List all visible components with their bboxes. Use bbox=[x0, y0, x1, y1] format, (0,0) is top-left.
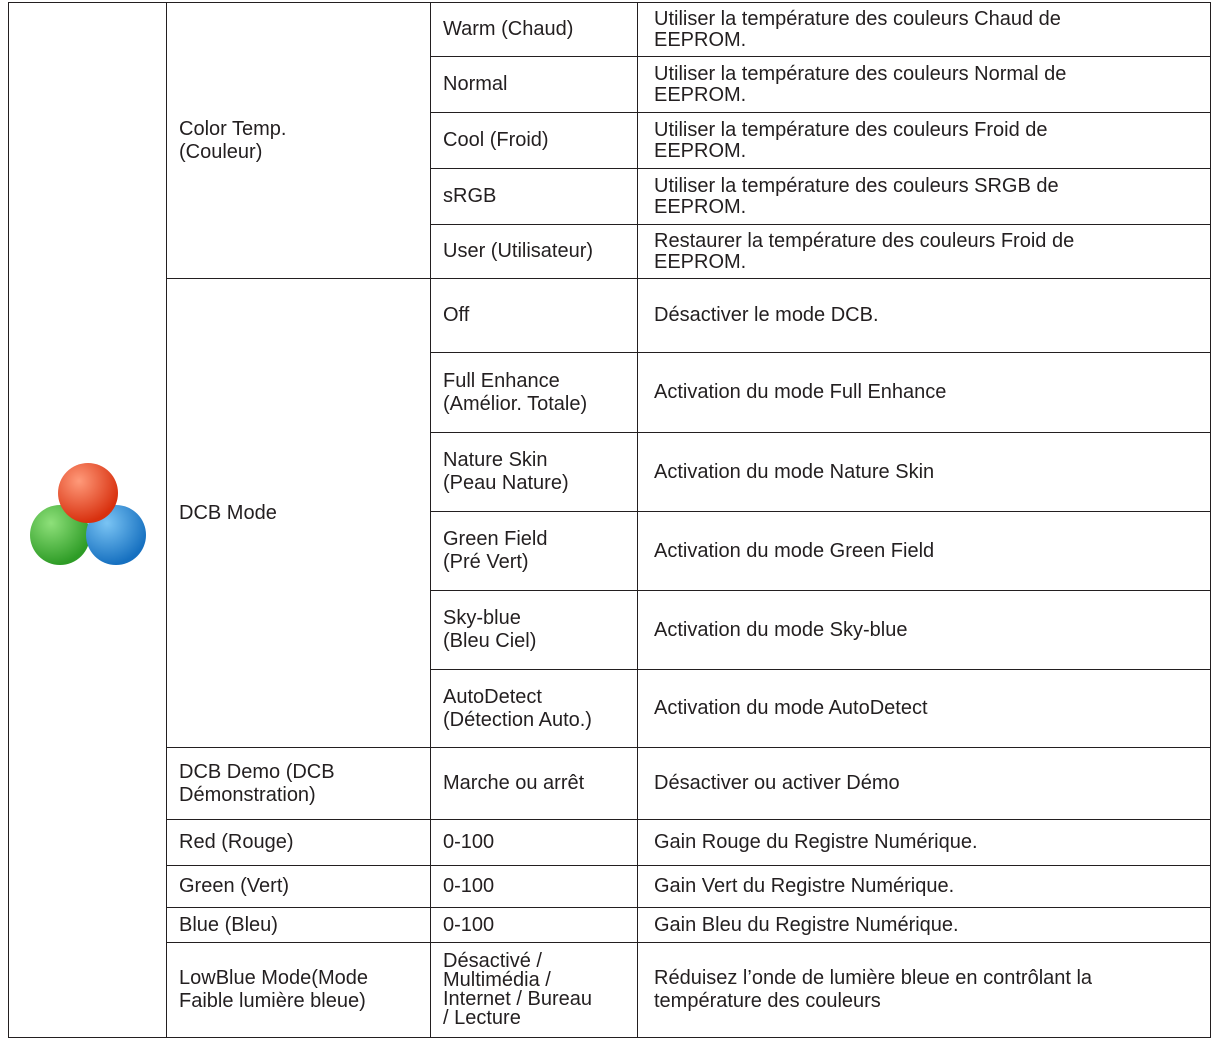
color-temp-desc-user: Restaurer la température des couleurs Froid de EEPROM. bbox=[638, 225, 1211, 279]
dcb-mode-option-nature-skin: Nature Skin (Peau Nature) bbox=[431, 433, 638, 512]
color-temp-desc-warm: Utiliser la température des couleurs Chaud de EEPROM. bbox=[638, 3, 1211, 57]
dcb-mode-option-autodetect: AutoDetect (Détection Auto.) bbox=[431, 670, 638, 748]
red-label: Red (Rouge) bbox=[167, 820, 431, 866]
green-value: 0-100 bbox=[431, 866, 638, 908]
color-temp-option-cool: Cool (Froid) bbox=[431, 113, 638, 169]
table-row bbox=[9, 820, 1211, 866]
table-row bbox=[9, 908, 1211, 943]
dcb-mode-option-full-enhance: Full Enhance (Amélior. Totale) bbox=[431, 353, 638, 433]
dcb-mode-option-green-field: Green Field (Pré Vert) bbox=[431, 512, 638, 591]
table-row bbox=[9, 3, 1211, 57]
color-temp-option-warm: Warm (Chaud) bbox=[431, 3, 638, 57]
dcb-mode-desc-green-field: Activation du mode Green Field bbox=[638, 512, 1211, 591]
color-temp-label: Color Temp. (Couleur) bbox=[167, 3, 431, 279]
lowblue-value: Désactivé / Multimédia / Internet / Bureau / Lecture bbox=[431, 943, 638, 1038]
dcb-mode-desc-off: Désactiver le mode DCB. bbox=[638, 279, 1211, 353]
dcb-mode-desc-sky-blue: Activation du mode Sky-blue bbox=[638, 591, 1211, 670]
dcb-mode-option-off: Off bbox=[431, 279, 638, 353]
icon-cell bbox=[9, 3, 167, 1038]
table-row bbox=[9, 943, 1211, 1038]
dcb-mode-desc-nature-skin: Activation du mode Nature Skin bbox=[638, 433, 1211, 512]
table-row bbox=[9, 279, 1211, 353]
dcb-demo-label: DCB Demo (DCB Démonstration) bbox=[167, 748, 431, 820]
dcb-mode-desc-autodetect: Activation du mode AutoDetect bbox=[638, 670, 1211, 748]
color-temp-option-normal: Normal bbox=[431, 57, 638, 113]
green-desc: Gain Vert du Registre Numérique. bbox=[638, 866, 1211, 908]
rgb-color-icon bbox=[28, 457, 148, 577]
red-value: 0-100 bbox=[431, 820, 638, 866]
red-circle bbox=[58, 463, 118, 523]
dcb-demo-desc: Désactiver ou activer Démo bbox=[638, 748, 1211, 820]
blue-desc: Gain Bleu du Registre Numérique. bbox=[638, 908, 1211, 943]
dcb-mode-desc-full-enhance: Activation du mode Full Enhance bbox=[638, 353, 1211, 433]
table-row bbox=[9, 866, 1211, 908]
settings-table bbox=[8, 2, 1211, 1038]
color-temp-desc-normal: Utiliser la température des couleurs Normal de EEPROM. bbox=[638, 57, 1211, 113]
red-desc: Gain Rouge du Registre Numérique. bbox=[638, 820, 1211, 866]
dcb-demo-value: Marche ou arrêt bbox=[431, 748, 638, 820]
color-temp-option-user: User (Utilisateur) bbox=[431, 225, 638, 279]
dcb-mode-option-sky-blue: Sky-blue (Bleu Ciel) bbox=[431, 591, 638, 670]
color-temp-desc-srgb: Utiliser la température des couleurs SRGB de EEPROM. bbox=[638, 169, 1211, 225]
lowblue-label: LowBlue Mode(Mode Faible lumière bleue) bbox=[167, 943, 431, 1038]
table-row bbox=[9, 748, 1211, 820]
blue-value: 0-100 bbox=[431, 908, 638, 943]
green-label: Green (Vert) bbox=[167, 866, 431, 908]
lowblue-desc: Réduisez l’onde de lumière bleue en contrôlant la température des couleurs bbox=[638, 943, 1211, 1038]
color-temp-option-srgb: sRGB bbox=[431, 169, 638, 225]
blue-label: Blue (Bleu) bbox=[167, 908, 431, 943]
dcb-mode-label: DCB Mode bbox=[167, 279, 431, 748]
color-temp-desc-cool: Utiliser la température des couleurs Froid de EEPROM. bbox=[638, 113, 1211, 169]
